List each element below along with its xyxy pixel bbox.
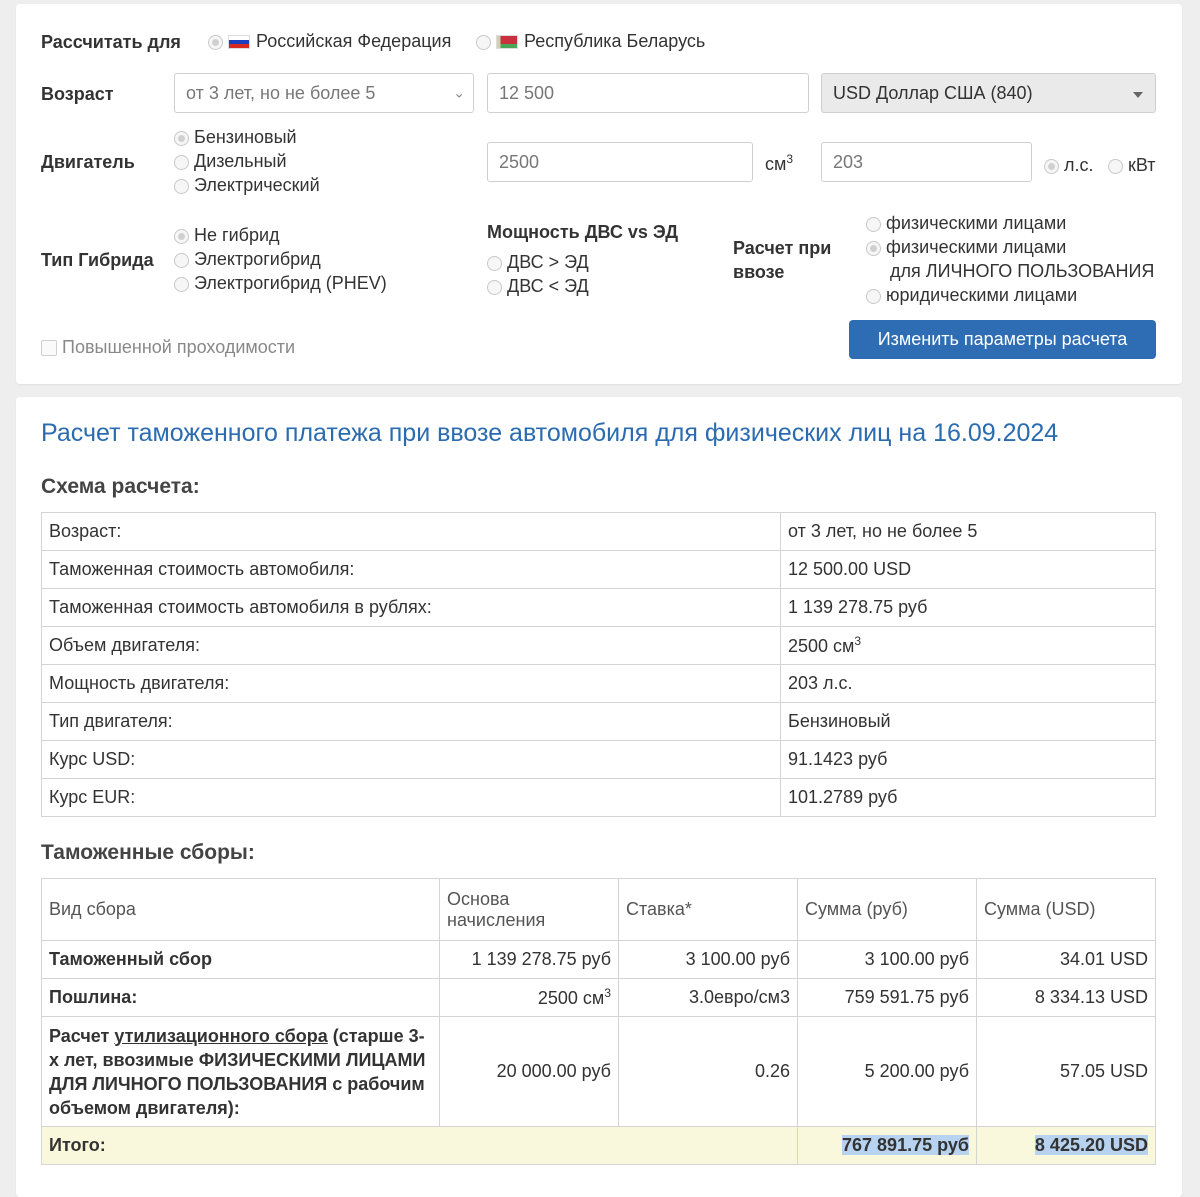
col-header-rate: Ставка* — [619, 879, 798, 941]
fee-rate: 0.26 — [619, 1017, 798, 1127]
page-title: Расчет таможенного платежа при ввозе автомобиля для физических лиц на 16.09.2024 — [41, 419, 1059, 447]
scheme-value: Бензиновый — [781, 703, 1156, 741]
table-row — [42, 1017, 1156, 1127]
fee-rate: 3.0евро/см3 — [619, 979, 798, 1017]
power-ratio-option-em[interactable] — [487, 276, 589, 297]
scheme-value-text: 2500 см — [788, 636, 855, 656]
fee-name: Таможенный сбор — [42, 941, 440, 979]
col-header-sum-rub: Сумма (руб) — [798, 879, 977, 941]
scheme-value: 203 л.с. — [781, 665, 1156, 703]
calc-for-label: Рассчитать для — [41, 32, 181, 52]
engine-petrol-radio[interactable] — [174, 131, 189, 146]
power-input-value: 203 — [833, 151, 864, 172]
volume-input[interactable] — [487, 142, 753, 182]
fee-sum-usd: 34.01 USD — [977, 941, 1156, 979]
scheme-value-sup: 3 — [854, 634, 862, 648]
import-label-line1: Расчет при — [733, 238, 832, 258]
scheme-key: Мощность двигателя: — [42, 665, 781, 703]
total-usd-value: 8 425.20 USD — [1034, 1135, 1148, 1155]
fees-heading: Таможенные сборы: — [41, 841, 255, 864]
hybrid-option-hev[interactable] — [174, 249, 321, 270]
power-ratio-ice-label: ДВС > ЭД — [507, 252, 589, 272]
scheme-value: 12 500.00 USD — [781, 551, 1156, 589]
country-by-label: Республика Беларусь — [524, 31, 706, 51]
scheme-heading: Схема расчета: — [41, 475, 200, 498]
volume-unit-label: см — [765, 154, 787, 174]
price-input[interactable] — [487, 73, 809, 113]
import-option-legal[interactable] — [866, 285, 1077, 306]
scheme-key: Курс EUR: — [42, 779, 781, 817]
offroad-label: Повышенной проходимости — [62, 337, 296, 357]
fee-name: Пошлина: — [42, 979, 440, 1017]
country-by-radio[interactable] — [476, 35, 491, 50]
import-personal-radio[interactable] — [866, 241, 881, 256]
fee-sum-rub: 759 591.75 руб — [798, 979, 977, 1017]
import-option-individuals[interactable] — [866, 213, 1066, 234]
hybrid-hev-radio[interactable] — [174, 253, 189, 268]
fee-rate: 3 100.00 руб — [619, 941, 798, 979]
import-individuals-label: физическими лицами — [886, 213, 1067, 233]
table-row — [42, 703, 1156, 741]
hybrid-label: Тип Гибрида — [41, 250, 154, 270]
power-unit-hp[interactable] — [1044, 155, 1094, 176]
table-row — [42, 513, 1156, 551]
recycling-fee-link[interactable]: утилизационного сбора — [114, 1025, 328, 1046]
scheme-key: Объем двигателя: — [42, 627, 781, 665]
scheme-table — [41, 512, 1156, 817]
power-ratio-label: Мощность ДВС vs ЭД — [487, 222, 679, 242]
total-rub — [798, 1127, 977, 1165]
table-row — [42, 665, 1156, 703]
hybrid-phev-label: Электрогибрид (PHEV) — [194, 273, 387, 293]
volume-input-value: 2500 — [499, 151, 540, 172]
col-header-fee-type: Вид сбора — [42, 879, 440, 941]
hybrid-option-phev[interactable] — [174, 273, 387, 294]
import-label-line2: ввозе — [733, 262, 785, 282]
power-unit-kw[interactable] — [1108, 155, 1156, 176]
col-header-sum-usd: Сумма (USD) — [977, 879, 1156, 941]
russia-flag-icon — [228, 35, 250, 49]
col-header-base: Основа начисления — [440, 879, 619, 941]
currency-select-value: USD Доллар США (840) — [833, 82, 1033, 103]
update-params-button[interactable]: Изменить параметры расчета — [849, 320, 1156, 359]
engine-label: Двигатель — [41, 152, 135, 172]
hybrid-phev-radio[interactable] — [174, 277, 189, 292]
table-row — [42, 779, 1156, 817]
fee-base — [440, 979, 619, 1017]
power-unit-kw-label: кВт — [1128, 155, 1156, 175]
scheme-key: Тип двигателя: — [42, 703, 781, 741]
currency-select[interactable] — [821, 73, 1156, 113]
country-option-by[interactable] — [476, 31, 705, 52]
country-option-ru[interactable] — [208, 31, 451, 52]
power-input[interactable] — [821, 142, 1032, 182]
engine-diesel-radio[interactable] — [174, 155, 189, 170]
fee-base-sup: 3 — [604, 986, 611, 1000]
table-row — [42, 627, 1156, 665]
table-row — [42, 551, 1156, 589]
total-row — [42, 1127, 1156, 1165]
scheme-value: от 3 лет, но не более 5 — [781, 513, 1156, 551]
hybrid-option-none[interactable] — [174, 225, 280, 246]
age-label: Возраст — [41, 84, 114, 104]
power-ratio-em-label: ДВС < ЭД — [507, 276, 589, 296]
fee-sum-usd: 8 334.13 USD — [977, 979, 1156, 1017]
power-ratio-ice-radio[interactable] — [487, 256, 502, 271]
total-usd — [977, 1127, 1156, 1165]
table-row — [42, 941, 1156, 979]
calc-result — [16, 397, 1182, 1197]
scheme-value: 101.2789 руб — [781, 779, 1156, 817]
fee-base: 1 139 278.75 руб — [440, 941, 619, 979]
fee-sum-rub: 3 100.00 руб — [798, 941, 977, 979]
fee-base-text: 2500 см — [537, 988, 605, 1008]
import-personal-label: физическими лицами — [886, 237, 1067, 257]
table-row — [42, 979, 1156, 1017]
chevron-down-icon: ⌄ — [453, 84, 465, 101]
engine-option-petrol[interactable] — [174, 127, 297, 148]
import-label — [733, 236, 831, 284]
fee-sum-usd: 57.05 USD — [977, 1017, 1156, 1127]
caret-down-icon — [1133, 92, 1143, 98]
engine-option-diesel[interactable] — [174, 151, 287, 172]
table-row — [42, 589, 1156, 627]
scheme-key: Курс USD: — [42, 741, 781, 779]
offroad-option[interactable] — [41, 337, 295, 358]
volume-unit-sup: 3 — [786, 152, 794, 166]
scheme-key: Таможенная стоимость автомобиля в рублях: — [42, 589, 781, 627]
fees-table — [41, 878, 1156, 1165]
volume-unit — [765, 152, 793, 175]
engine-petrol-label: Бензиновый — [194, 127, 297, 147]
scheme-value: 1 139 278.75 руб — [781, 589, 1156, 627]
engine-electric-radio[interactable] — [174, 179, 189, 194]
belarus-flag-icon — [496, 35, 518, 49]
import-personal-label-line2: для ЛИЧНОГО ПОЛЬЗОВАНИЯ — [890, 261, 1155, 281]
power-ratio-em-radio[interactable] — [487, 280, 502, 295]
country-ru-label: Российская Федерация — [256, 31, 452, 51]
scheme-key: Возраст: — [42, 513, 781, 551]
fee-sum-rub: 5 200.00 руб — [798, 1017, 977, 1127]
age-select-value: от 3 лет, но не более 5 — [186, 82, 376, 103]
hybrid-none-radio[interactable] — [174, 229, 189, 244]
import-individuals-radio[interactable] — [866, 217, 881, 232]
country-ru-radio[interactable] — [208, 35, 223, 50]
scheme-value — [781, 627, 1156, 665]
engine-electric-label: Электрический — [194, 175, 320, 195]
table-row — [42, 741, 1156, 779]
scheme-value: 91.1423 руб — [781, 741, 1156, 779]
fee-name-pre: Расчет — [49, 1025, 115, 1046]
import-legal-label: юридическими лицами — [886, 285, 1078, 305]
fee-name-post: (старше 3-х лет, ввозимые ФИЗИЧЕСКИМИ ЛИЦАМИ ДЛЯ ЛИЧНОГО ПОЛЬЗОВАНИЯ с рабочим объемом двигателя): — [49, 1025, 426, 1118]
fee-name — [42, 1017, 440, 1127]
import-legal-radio[interactable] — [866, 289, 881, 304]
engine-option-electric[interactable] — [174, 175, 320, 196]
total-label: Итого: — [42, 1127, 798, 1165]
age-select[interactable] — [174, 73, 474, 113]
scheme-key: Таможенная стоимость автомобиля: — [42, 551, 781, 589]
power-unit-hp-radio[interactable] — [1044, 159, 1059, 174]
power-unit-hp-label: л.с. — [1064, 155, 1094, 175]
engine-diesel-label: Дизельный — [194, 151, 287, 171]
import-option-personal[interactable] — [866, 237, 1066, 258]
power-unit-kw-radio[interactable] — [1108, 159, 1123, 174]
power-ratio-option-ice[interactable] — [487, 252, 589, 273]
fee-base: 20 000.00 руб — [440, 1017, 619, 1127]
total-rub-value: 767 891.75 руб — [842, 1135, 969, 1155]
hybrid-none-label: Не гибрид — [194, 225, 280, 245]
hybrid-hev-label: Электрогибрид — [194, 249, 321, 269]
price-input-value: 12 500 — [499, 82, 555, 103]
offroad-checkbox[interactable] — [41, 340, 57, 356]
calc-params-form — [16, 4, 1182, 384]
table-header-row — [42, 879, 1156, 941]
